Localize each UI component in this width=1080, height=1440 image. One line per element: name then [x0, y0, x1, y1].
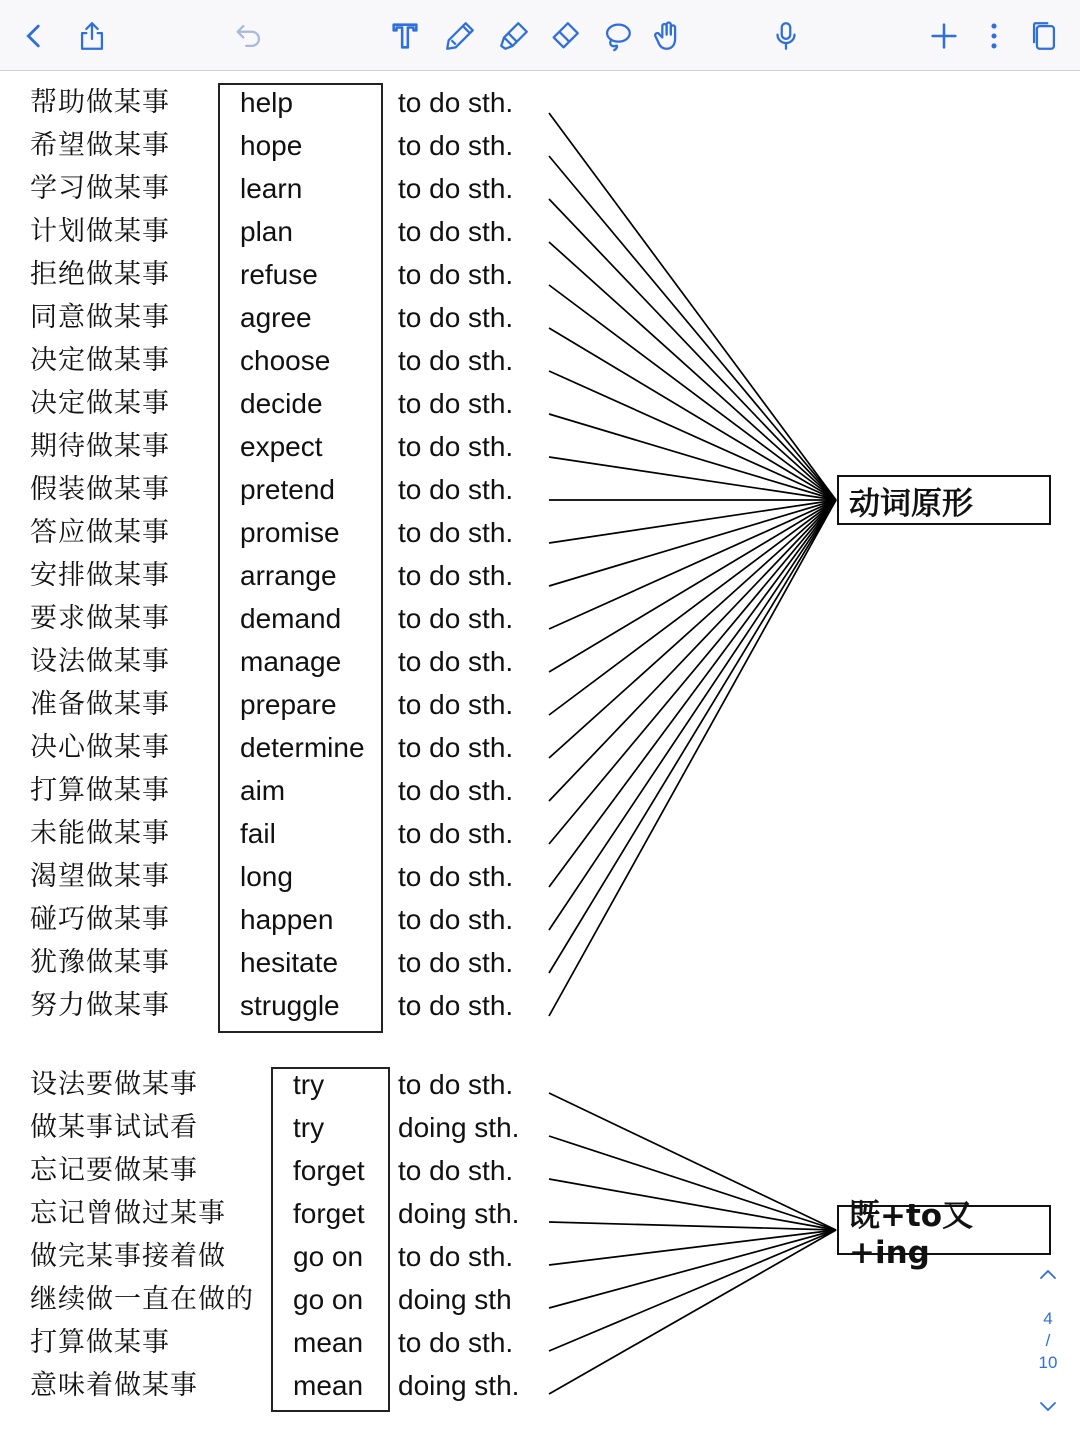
row-verb: hesitate — [240, 947, 339, 978]
row-chinese: 准备做某事 — [30, 689, 170, 720]
text-tool-icon[interactable] — [381, 12, 429, 60]
row-chinese: 未能做某事 — [30, 818, 170, 849]
row-verb: forget — [293, 1155, 365, 1186]
pen-tool-icon[interactable] — [436, 12, 484, 60]
row-form: to do sth. — [398, 646, 514, 677]
page-separator: / — [1045, 1331, 1051, 1350]
row-form: to do sth. — [398, 1155, 514, 1186]
row-verb: arrange — [240, 560, 337, 591]
row-form: to do sth. — [398, 818, 514, 849]
row-verb: struggle — [240, 990, 340, 1021]
connector-line — [549, 156, 836, 500]
note-page — [0, 71, 1080, 1440]
row-chinese: 忘记曾做过某事 — [30, 1198, 226, 1229]
row-form: to do sth. — [398, 603, 514, 634]
row-form: to do sth. — [398, 904, 514, 935]
row-form: to do sth. — [398, 345, 514, 376]
page-current: 4 — [1043, 1309, 1053, 1328]
connector-line — [549, 500, 836, 844]
row-verb: hope — [240, 130, 303, 161]
row-chinese: 安排做某事 — [30, 560, 170, 591]
connector-line — [549, 500, 836, 887]
connector-line — [549, 500, 836, 543]
row-chinese: 决心做某事 — [30, 732, 170, 763]
row-form: doing sth. — [398, 1370, 520, 1401]
row-form: doing sth. — [398, 1112, 520, 1143]
connector-line — [549, 500, 836, 586]
row-chinese: 努力做某事 — [30, 990, 170, 1021]
row-verb: plan — [240, 216, 293, 247]
connector-line — [549, 500, 836, 801]
row-verb: pretend — [240, 474, 335, 505]
connector-line — [549, 500, 836, 973]
row-verb: help — [240, 87, 293, 118]
row-chinese: 希望做某事 — [30, 130, 170, 161]
row-form: to do sth. — [398, 216, 514, 247]
row-verb: manage — [240, 646, 342, 677]
toolbar — [0, 0, 1080, 71]
row-form: to do sth. — [398, 689, 514, 720]
row-chinese: 拒绝做某事 — [30, 259, 170, 290]
row-verb: demand — [240, 603, 342, 634]
more-icon[interactable] — [970, 12, 1018, 60]
row-chinese: 同意做某事 — [30, 302, 170, 333]
row-chinese: 学习做某事 — [30, 173, 170, 204]
row-chinese: 帮助做某事 — [30, 87, 170, 118]
row-form: to do sth. — [398, 560, 514, 591]
label-infinitive: 动词原形 — [837, 475, 1051, 525]
microphone-icon[interactable] — [762, 12, 810, 60]
connector-line — [549, 285, 836, 500]
connector-line — [549, 500, 836, 672]
row-verb: agree — [240, 302, 312, 333]
highlighter-tool-icon[interactable] — [490, 12, 538, 60]
row-chinese: 设法做某事 — [30, 646, 170, 677]
row-verb: decide — [240, 388, 323, 419]
connector-line — [549, 1093, 836, 1230]
row-chinese: 做某事试试看 — [30, 1112, 198, 1143]
row-verb: happen — [240, 904, 334, 935]
connector-line — [549, 113, 836, 500]
connector-line — [549, 500, 836, 758]
connector-line — [549, 328, 836, 500]
row-form: to do sth. — [398, 861, 514, 892]
row-verb: aim — [240, 775, 286, 806]
undo-icon[interactable] — [225, 12, 273, 60]
row-verb: try — [293, 1112, 325, 1143]
connector-line — [549, 1230, 836, 1394]
row-verb: promise — [240, 517, 340, 548]
row-verb: go on — [293, 1284, 364, 1315]
row-verb: forget — [293, 1198, 365, 1229]
row-chinese: 要求做某事 — [30, 603, 170, 634]
row-form: to do sth. — [398, 173, 514, 204]
row-form: to do sth. — [398, 474, 514, 505]
row-form: to do sth. — [398, 990, 514, 1021]
row-form: to do sth. — [398, 1241, 514, 1272]
pages-icon[interactable] — [1020, 12, 1068, 60]
lasso-tool-icon[interactable] — [593, 12, 641, 60]
row-verb: try — [293, 1069, 325, 1100]
row-verb: mean — [293, 1370, 364, 1401]
page-total: 10 — [1038, 1353, 1058, 1372]
connector-line — [549, 500, 836, 715]
connector-line — [549, 500, 836, 1016]
row-chinese: 碰巧做某事 — [30, 904, 170, 935]
connector-line — [549, 199, 836, 500]
share-icon[interactable] — [68, 12, 116, 60]
eraser-tool-icon[interactable] — [541, 12, 589, 60]
row-form: to do sth. — [398, 87, 514, 118]
row-form: to do sth. — [398, 775, 514, 806]
row-chinese: 决定做某事 — [30, 345, 170, 376]
row-chinese: 忘记要做某事 — [30, 1155, 198, 1186]
connector-line — [549, 457, 836, 500]
row-chinese: 决定做某事 — [30, 388, 170, 419]
row-chinese: 答应做某事 — [30, 517, 170, 548]
connector-line — [549, 1136, 836, 1230]
label-to-and-ing: 既+to又+ing — [837, 1205, 1051, 1255]
row-chinese: 做完某事接着做 — [30, 1241, 226, 1272]
row-chinese: 假装做某事 — [30, 474, 170, 505]
row-verb: prepare — [240, 689, 337, 720]
row-verb: choose — [240, 345, 331, 376]
row-form: to do sth. — [398, 431, 514, 462]
row-verb: determine — [240, 732, 365, 763]
row-verb: refuse — [240, 259, 318, 290]
row-form: to do sth. — [398, 130, 514, 161]
row-form: doing sth. — [398, 1198, 520, 1229]
row-form: to do sth. — [398, 1069, 514, 1100]
row-form: to do sth. — [398, 259, 514, 290]
row-form: to do sth. — [398, 947, 514, 978]
row-chinese: 期待做某事 — [30, 431, 170, 462]
row-chinese: 打算做某事 — [30, 1327, 170, 1358]
row-form: to do sth. — [398, 517, 514, 548]
page-down-icon[interactable] — [1028, 1399, 1068, 1419]
connector-line — [549, 371, 836, 500]
row-verb: long — [240, 861, 293, 892]
row-chinese: 意味着做某事 — [30, 1370, 198, 1401]
row-form: to do sth. — [398, 388, 514, 419]
row-verb: learn — [240, 173, 303, 204]
row-verb: fail — [240, 818, 276, 849]
row-form: doing sth — [398, 1284, 512, 1315]
back-icon[interactable] — [10, 12, 58, 60]
connector-line — [549, 1230, 836, 1308]
page-up-icon[interactable] — [1028, 1266, 1068, 1286]
row-chinese: 犹豫做某事 — [30, 947, 170, 978]
row-verb: expect — [240, 431, 323, 462]
row-form: to do sth. — [398, 302, 514, 333]
hand-tool-icon[interactable] — [644, 12, 692, 60]
row-form: to do sth. — [398, 732, 514, 763]
row-verb: mean — [293, 1327, 364, 1358]
connector-line — [549, 414, 836, 500]
row-chinese: 继续做一直在做的 — [30, 1284, 254, 1315]
row-chinese: 打算做某事 — [30, 775, 170, 806]
row-verb: go on — [293, 1241, 364, 1272]
row-form: to do sth. — [398, 1327, 514, 1358]
add-icon[interactable] — [920, 12, 968, 60]
row-chinese: 计划做某事 — [30, 216, 170, 247]
connector-line — [549, 242, 836, 500]
row-chinese: 渴望做某事 — [30, 861, 170, 892]
row-chinese: 设法要做某事 — [30, 1069, 198, 1100]
